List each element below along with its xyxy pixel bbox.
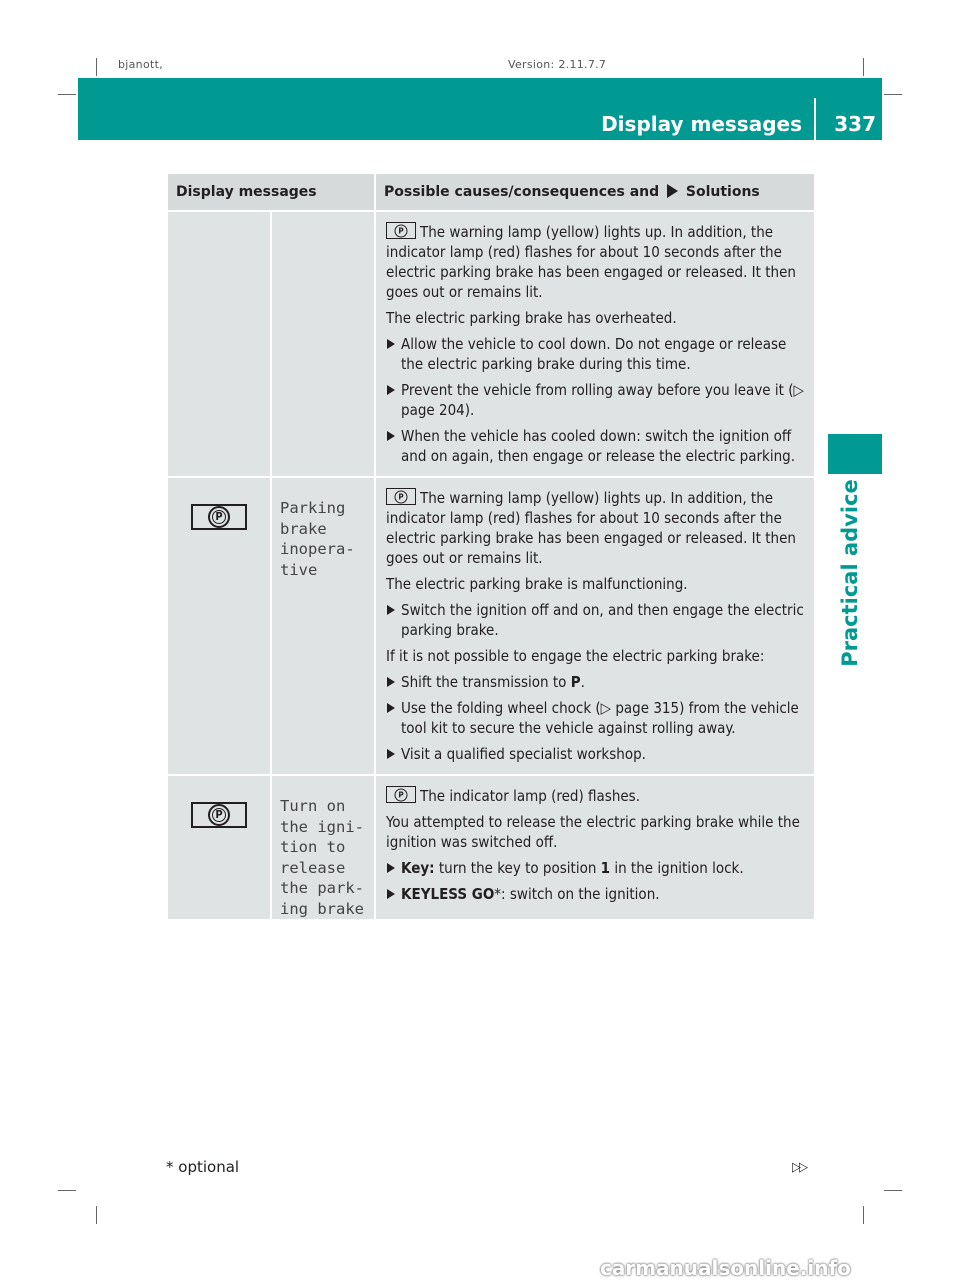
icon-cell <box>168 478 270 774</box>
paragraph: You attempted to release the electric parking brake while the ignition was switched off. <box>386 813 800 851</box>
table-header-row <box>168 174 814 210</box>
crop-mark <box>58 94 76 95</box>
paragraph <box>386 488 806 568</box>
paragraph-text: The indicator lamp (red) flashes. <box>420 787 640 805</box>
crop-mark <box>863 1206 864 1224</box>
paragraph: If it is not possible to engage the electric parking brake: <box>386 647 765 665</box>
list-item-text: Shift the transmission to <box>401 673 571 691</box>
side-label-text: Practical advice <box>838 479 862 667</box>
crop-mark <box>884 94 902 95</box>
list-item-text: turn the key to position <box>434 859 601 877</box>
icon-cell-empty <box>168 212 270 476</box>
list-item: Use the folding wheel chock (▷ page 315) from the vehicle tool kit to secure the vehicle against rolling away. <box>386 698 806 738</box>
watermark: carmanualsonline.info <box>600 1256 851 1280</box>
display-messages-table <box>166 172 816 921</box>
icon-cell <box>168 776 270 919</box>
col-header-messages <box>168 174 374 210</box>
list-item <box>386 858 806 878</box>
optional-marker: *: <box>494 885 506 903</box>
crop-mark <box>884 1190 902 1191</box>
list-item-text: in the ignition lock. <box>610 859 744 877</box>
solution-cell <box>376 212 814 476</box>
optional-footnote: * optional <box>166 1158 240 1176</box>
page-number: 337 <box>834 112 876 136</box>
display-message: Parking brake inopera- tive <box>272 478 374 774</box>
continue-arrows-icon: ▷▷ <box>792 1160 806 1175</box>
crop-mark <box>96 1206 97 1224</box>
col-header-solutions-suffix: Solutions <box>685 184 760 200</box>
table-row <box>168 478 814 774</box>
keyless-go-label: KEYLESS GO <box>401 885 495 903</box>
page-title: Display messages <box>601 112 802 136</box>
header-bar <box>78 78 882 140</box>
parking-brake-icon: P <box>191 802 247 828</box>
message-cell-empty <box>272 212 374 476</box>
parking-brake-icon: P <box>191 504 247 530</box>
section-tab <box>828 434 882 474</box>
list-item <box>386 884 806 904</box>
display-message: Turn on the igni- tion to release the park- ing brake <box>272 776 374 919</box>
table-row <box>168 212 814 476</box>
parking-brake-icon <box>386 222 416 239</box>
list-item: When the vehicle has cooled down: switch the ignition off and on again, then engage or release the electric parking. <box>386 426 806 466</box>
parking-brake-icon <box>386 786 416 803</box>
key-label: Key: <box>401 859 435 877</box>
paragraph: The electric parking brake is malfunctioning. <box>386 575 688 593</box>
list-item <box>386 672 806 692</box>
paragraph-text: The warning lamp (yellow) lights up. In addition, the indicator lamp (red) flashes for about 10 seconds after the electric parking brake has been engaged or released. It then goes out or remains lit. <box>386 489 796 567</box>
col-header-solutions <box>376 174 814 210</box>
solution-cell <box>376 478 814 774</box>
solution-arrow-icon <box>667 184 678 198</box>
list-item: Prevent the vehicle from rolling away before you leave it (▷ page 204). <box>386 380 806 420</box>
gear-position: P <box>570 673 581 691</box>
col-header-messages-text: Display messages <box>176 184 317 200</box>
list-item-text: switch on the ignition. <box>505 885 660 903</box>
crop-mark <box>863 58 864 76</box>
crop-mark <box>58 1190 76 1191</box>
print-meta-left: bjanott, <box>118 58 164 71</box>
key-position: 1 <box>600 859 611 877</box>
paragraph-text: The warning lamp (yellow) lights up. In addition, the indicator lamp (red) flashes for about 10 seconds after the electric parking brake has been engaged or released. It then goes out or remains lit. <box>386 223 796 301</box>
paragraph: The electric parking brake has overheated. <box>386 309 677 327</box>
list-item-text: . <box>580 673 585 691</box>
paragraph <box>386 786 806 806</box>
list-item: Allow the vehicle to cool down. Do not engage or release the electric parking brake during this time. <box>386 334 806 374</box>
parking-brake-icon <box>386 488 416 505</box>
solution-cell <box>376 776 814 919</box>
list-item: Switch the ignition off and on, and then engage the electric parking brake. <box>386 600 806 640</box>
print-meta-right: Version: 2.11.7.7 <box>508 58 607 71</box>
list-item: Visit a qualified specialist workshop. <box>386 744 806 764</box>
header-divider <box>814 98 816 140</box>
paragraph <box>386 222 806 302</box>
crop-mark <box>96 58 97 76</box>
table-row <box>168 776 814 919</box>
section-side-label <box>836 479 864 667</box>
col-header-solutions-prefix: Possible causes/consequences and <box>384 184 660 200</box>
